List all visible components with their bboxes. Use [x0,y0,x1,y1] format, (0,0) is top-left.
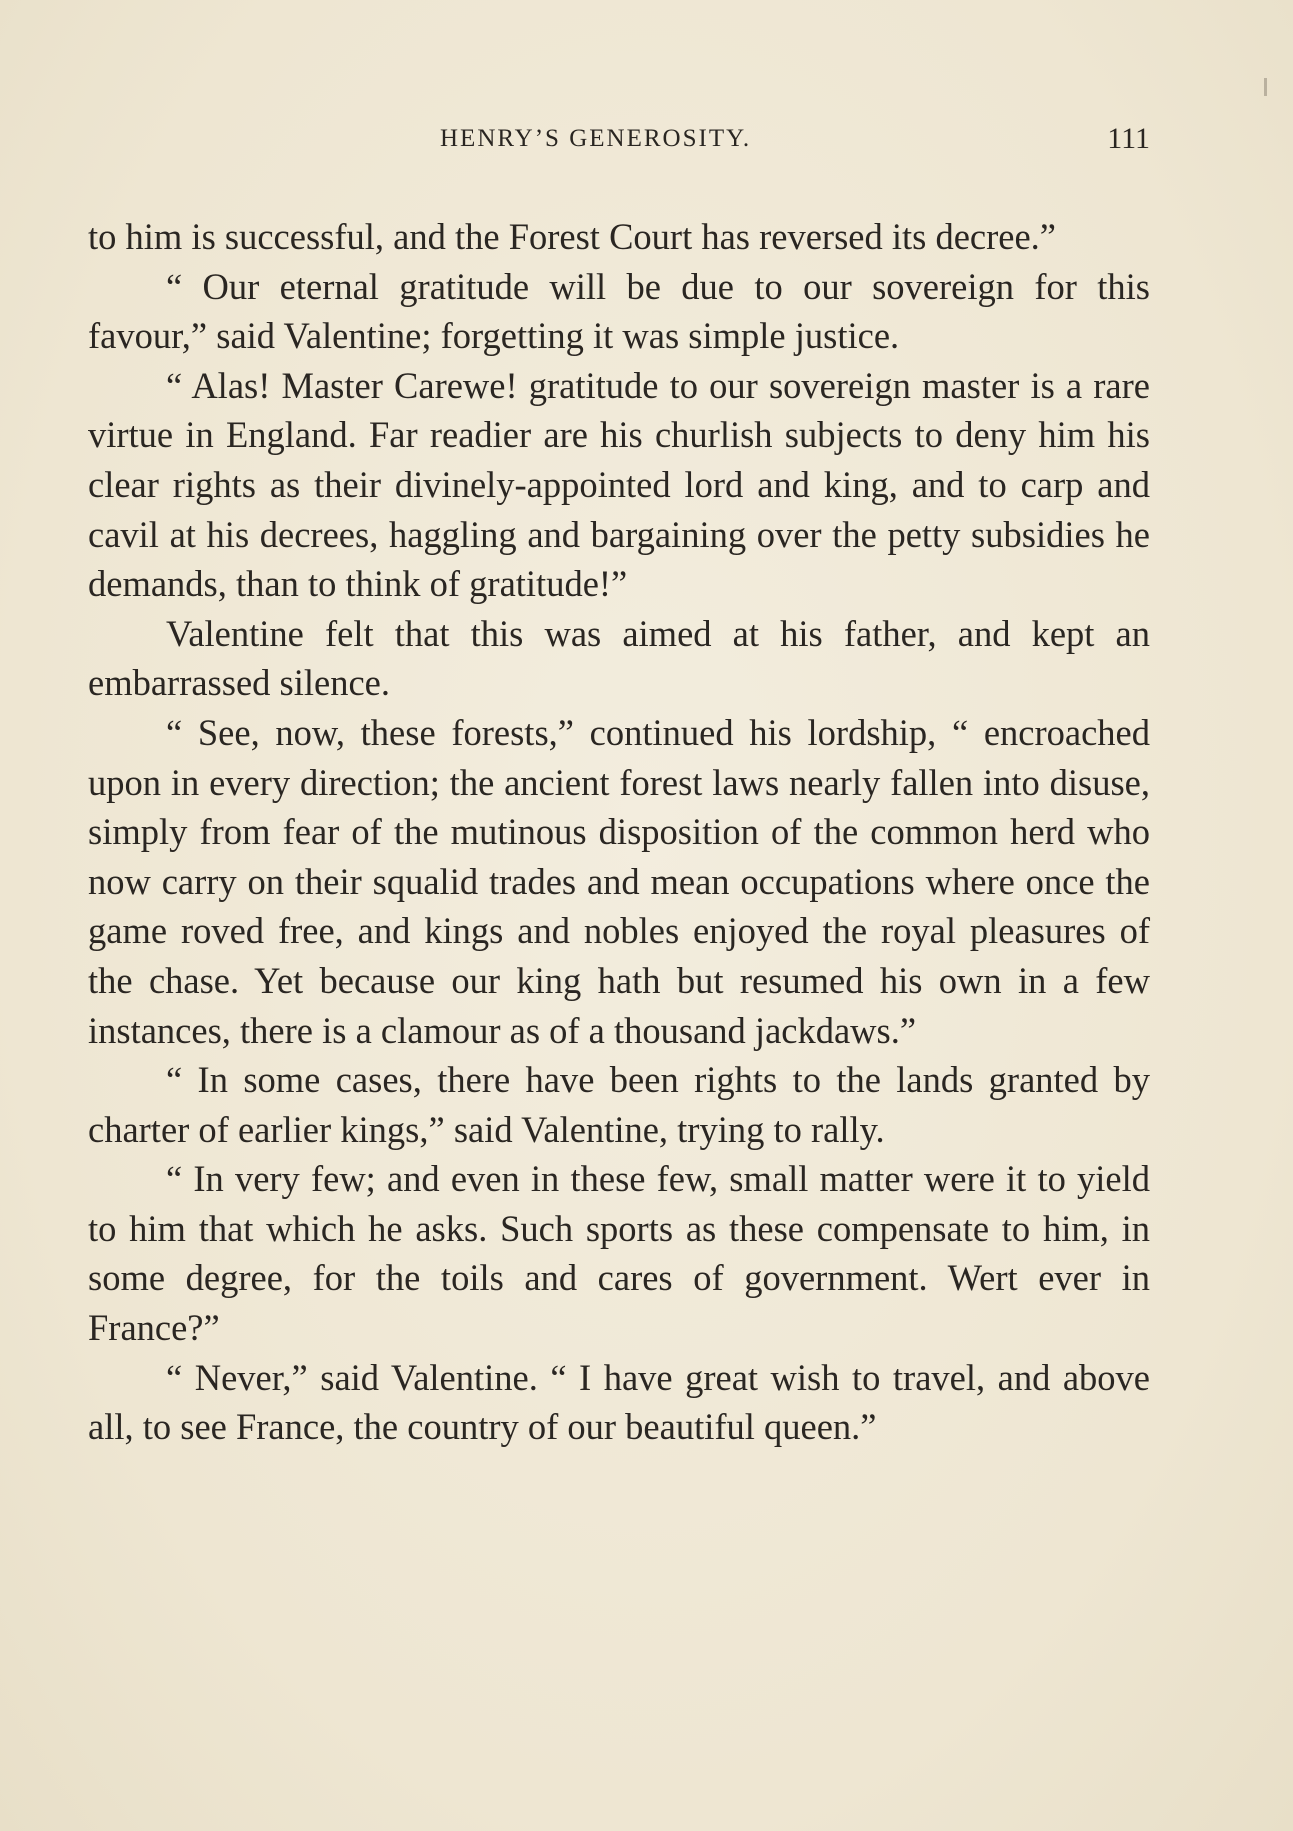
running-head: HENRY’S GENEROSITY. [440,125,752,152]
paragraph: “ In some cases, there have been rights to the lands granted by charter of earlier kings,” said Valentine, trying to rally. [88,1059,1150,1150]
paragraph: “ In very few; and even in these few, small matter were it to yield to him that which he asks. Such sports as these compensate to him, in some degree, for the toils and cares of government. Wert ever in France?” [88,1158,1150,1349]
body-text [88,212,1150,1452]
paragraph: Valentine felt that this was aimed at his father, and kept an embarrassed silence. [88,612,1150,704]
page-blemish [1264,78,1267,96]
page-number: 111 [1107,122,1150,155]
paragraph: “ Never,” said Valentine. “ I have great wish to travel, and above all, to see France, the country of our beautiful queen.” [88,1356,1150,1448]
paragraph: to him is successful, and the Forest Court has reversed its decree.” [88,216,1056,257]
paragraph: “ Alas! Master Carewe! gratitude to our sovereign master is a rare virtue in England. Far readier are his churlish subjects to deny him his clear rights as their divinely-appointed lord and king, and to carp and cavil at his decrees, haggling and bargaining over the petty subsidies he demands, than to think of gratitude!” [88,364,1150,605]
paragraph: “ See, now, these forests,” continued his lordship, “ encroached upon in every direction; the ancient forest laws nearly fallen into disuse, simply from fear of the mutinous disposition of the common herd who now carry on their squalid trades and mean occupations where once the game roved free, and kings and nobles enjoyed the royal pleasures of the chase. Yet because our king hath but resumed his own in a few instances, there is a clamour as of a thousand jackdaws.” [88,711,1150,1051]
paragraph: “ Our eternal gratitude will be due to our sovereign for this favour,” said Valentine; forgetting it was simple justice. [88,265,1150,357]
